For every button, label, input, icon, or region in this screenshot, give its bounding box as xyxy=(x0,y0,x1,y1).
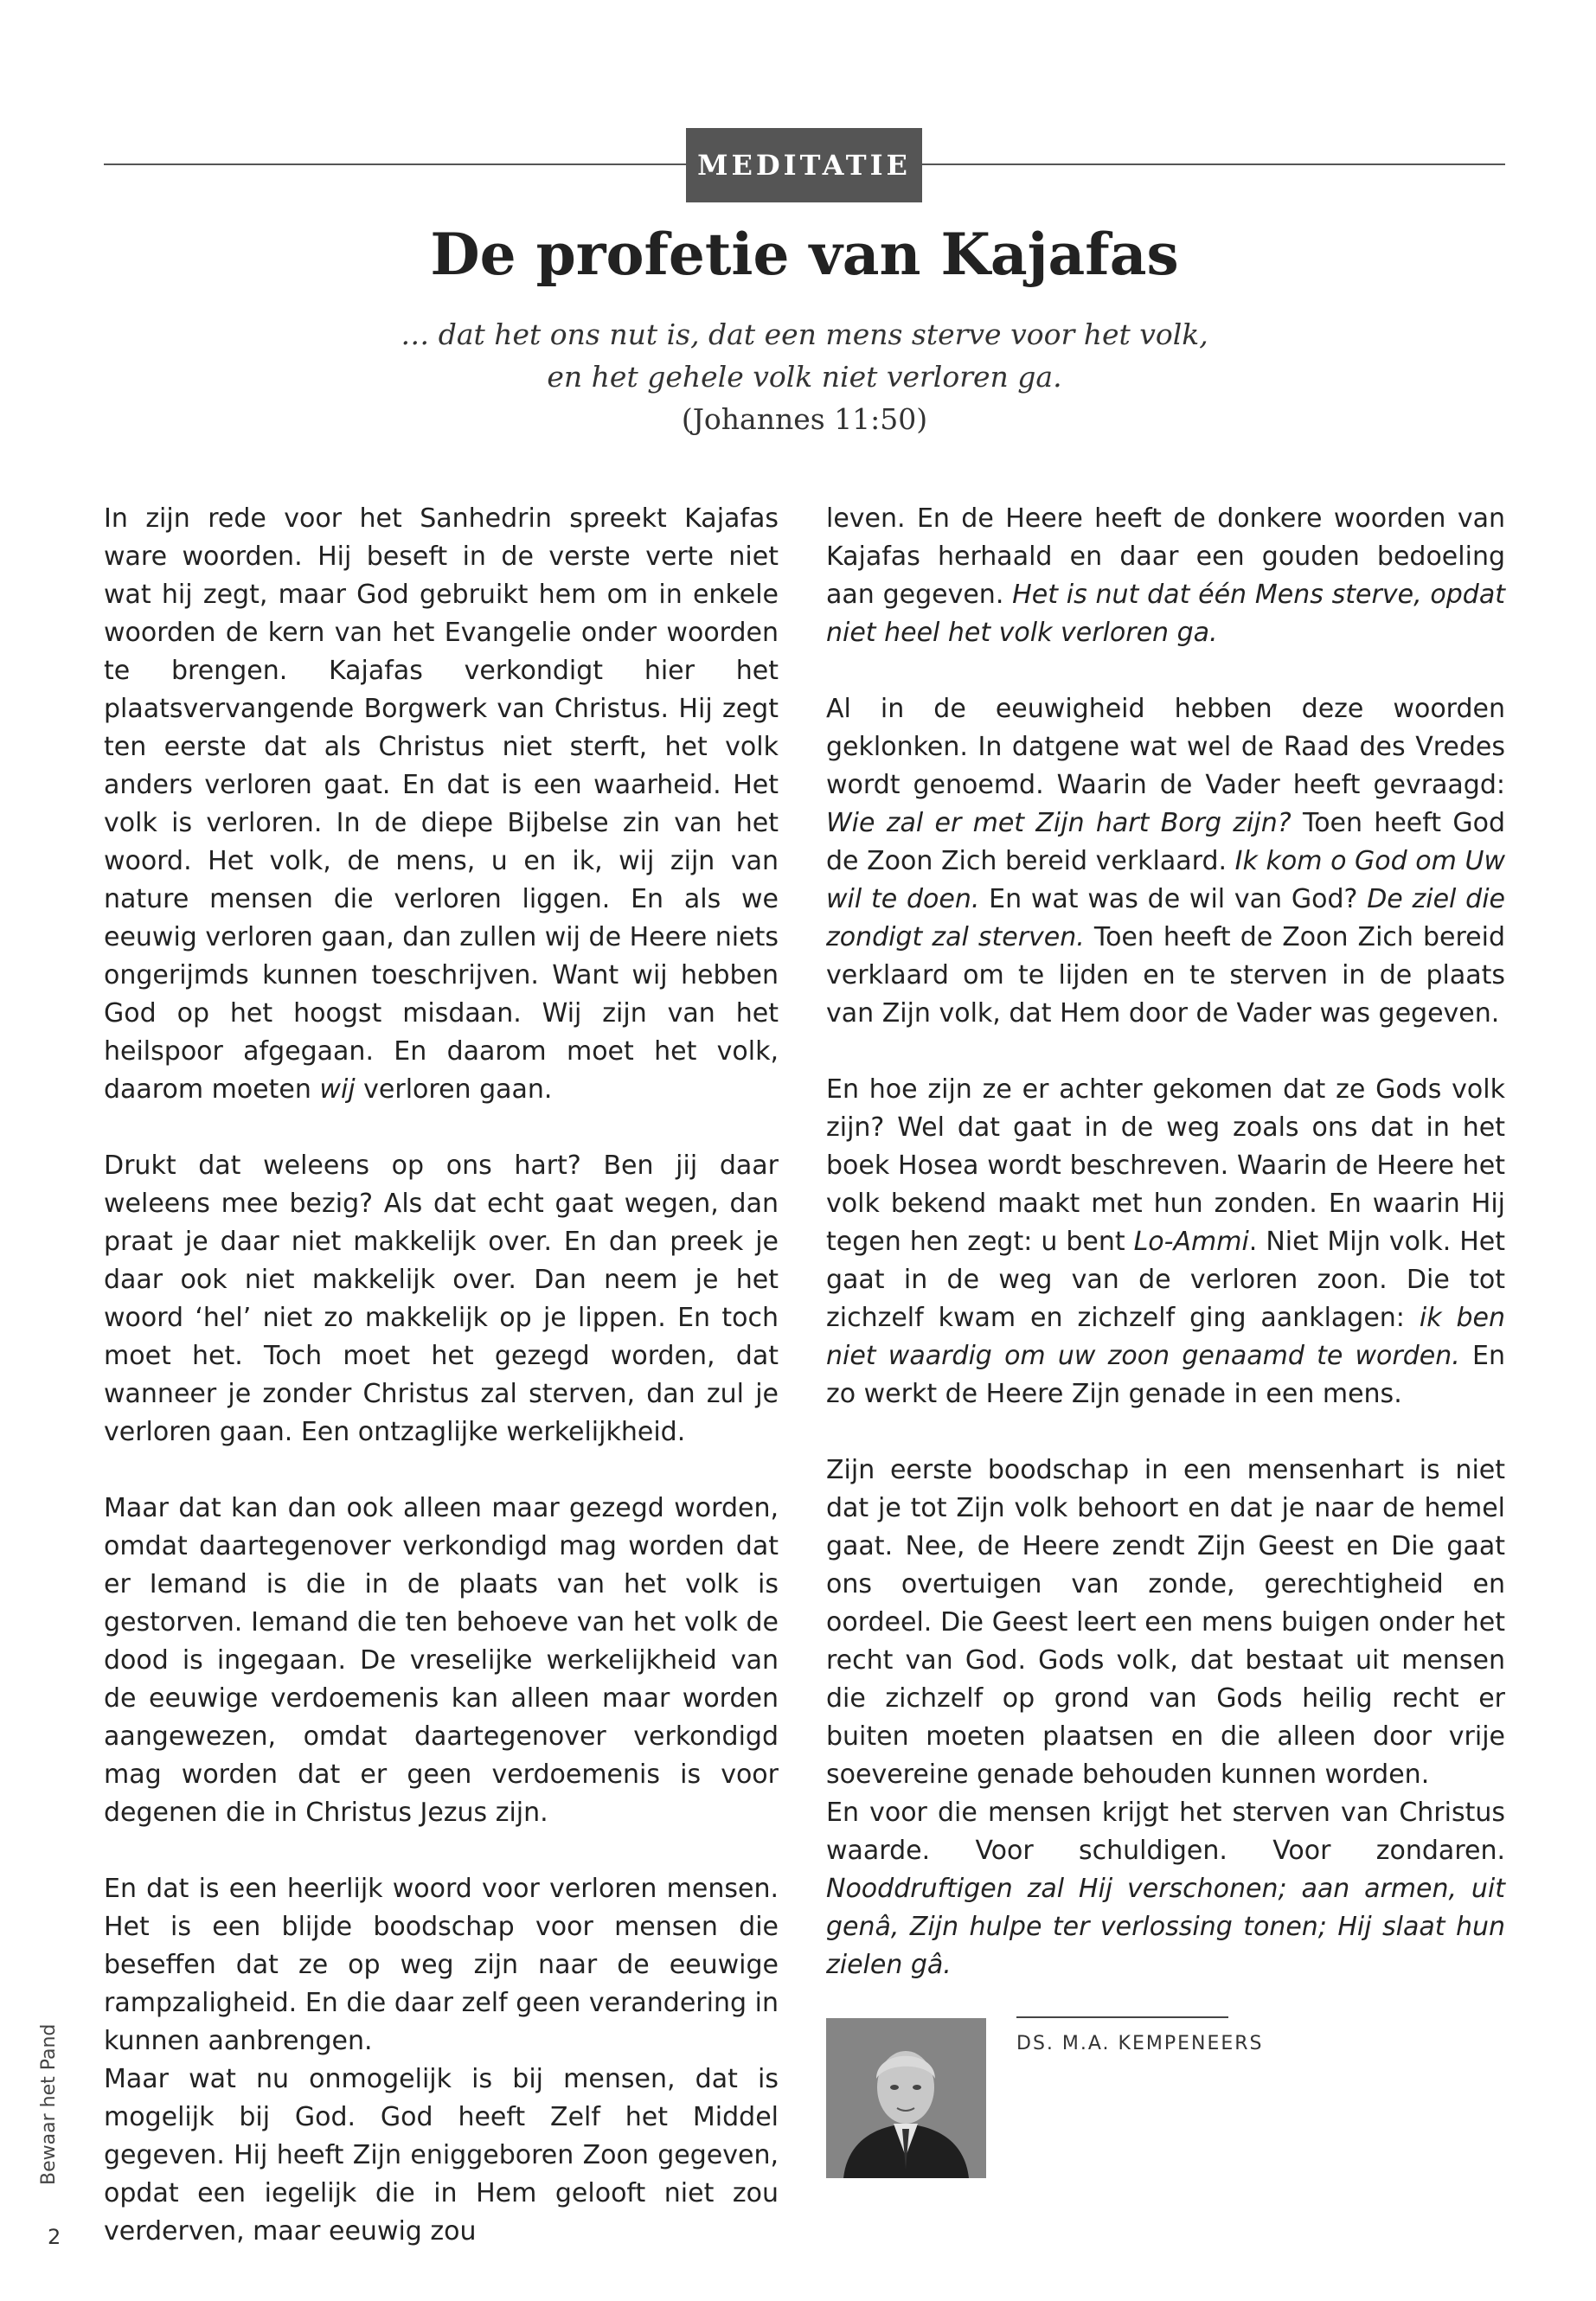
paragraph: En voor die mensen krijgt het sterven van Christus waarde. Voor schuldigen. Voor zondaren. Nooddruftigen zal Hij verschonen; aan armen, uit genâ, Zijn hulpe ter verlossing tonen; Hij slaat hun zielen gâ. xyxy=(826,1798,1505,1980)
paragraph: In zijn rede voor het Sanhedrin spreekt Kajafas ware woorden. Hij beseft in de verste verte niet wat hij zegt, maar God gebruikt hem om in enkele woorden de kern van het Evangelie onder woorden te brengen. Kajafas verkondigt hier het plaatsvervangende Borgwerk van Christus. Hij zegt ten eerste dat als Christus niet sterft, het volk anders verloren gaat. En dat is een waarheid. Het volk is verloren. In de diepe Bijbelse zin van het woord. Het volk, de mens, u en ik, wij zijn van nature mensen die verloren liggen. En als we eeuwig verloren gaan, dan zullen wij de Heere niets ongerijmds kunnen toeschrijven. Want wij hebben God op het hoogst misdaan. Wij zijn van het heilspoor afgegaan. En daarom moet het volk, daarom moeten wij verloren gaan. xyxy=(104,503,779,1105)
article-title: De profetie van Kajafas xyxy=(430,221,1179,288)
paragraph: En hoe zijn ze er achter gekomen dat ze Gods volk zijn? Wel dat gaat in de weg zoals ons dat in het boek Hosea wordt beschreven. Waarin de Heere het volk bekend maakt met hun zonden. En waarin Hij tegen hen zegt: u bent Lo-Ammi. Niet Mijn volk. Het gaat in de weg van de verloren zoon. Die tot zichzelf kwam en zichzelf ging aanklagen: ik ben niet waardig om uw zoon genaamd te worden. En zo werkt de Heere Zijn genade in een mens. xyxy=(826,1074,1506,1409)
paragraph: Drukt dat weleens op ons hart? Ben jij daar weleens mee bezig? Als dat echt gaat wegen, dan praat je daar niet makkelijk over. En dan preek je daar ook niet makkelijk over. Dan neem je het woord ‘hel’ niet zo makkelijk op je lippen. En toch moet het. Toch moet het gezegd worden, dat wanneer je zonder Christus zal sterven, dan zul je verloren gaan. Een ontzaglijke werkelijkheid. xyxy=(104,1150,779,1447)
paragraph: Maar wat nu onmogelijk is bij mensen, dat is mogelijk bij God. God heeft Zelf het Middel gegeven. Hij heeft Zijn eniggeboren Zoon gegeven, opdat een iegelijk die in Hem gelooft niet zou verderven, maar eeuwig zou xyxy=(104,2064,779,2247)
author-name: DS. M.A. KEMPENEERS xyxy=(1016,2033,1264,2054)
author-photo xyxy=(826,2018,986,2178)
quote-line-1: … dat het ons nut is, dat een mens sterve voor het volk, xyxy=(401,317,1208,351)
author-rule xyxy=(1016,2016,1228,2018)
paragraph: Maar dat kan dan ook alleen maar gezegd worden, omdat daartegenover verkondigd mag worden dat er Iemand is die in de plaats van het volk is gestorven. Iemand die ten behoeve van het volk de dood is ingegaan. De vreselijke werkelijkheid van de eeuwige verdoemenis kan alleen maar worden aangewezen, omdat daartegenover verkondigd mag worden dat er geen verdoemenis is voor degenen die in Christus Jezus zijn. xyxy=(104,1493,779,1828)
scripture-quote xyxy=(104,313,1505,440)
quote-reference: (Johannes 11:50) xyxy=(681,402,928,436)
header-rule-right xyxy=(922,163,1505,165)
left-column xyxy=(104,500,779,2251)
header-rule-left xyxy=(104,163,686,165)
side-label: Bewaar het Pand xyxy=(38,2024,60,2186)
portrait-icon xyxy=(826,2018,986,2178)
paragraph: leven. En de Heere heeft de donkere woorden van Kajafas herhaald en daar een gouden bedoeling aan gegeven. Het is nut dat één Mens sterve, opdat niet heel het volk verloren ga. xyxy=(826,503,1505,648)
paragraph: Al in de eeuwigheid hebben deze woorden geklonken. In datgene wat wel de Raad des Vredes wordt genoemd. Waarin de Vader heeft gevraagd: Wie zal er met Zijn hart Borg zijn? Toen heeft God de Zoon Zich bereid verklaard. Ik kom o God om Uw wil te doen. En wat was de wil van God? De ziel die zondigt zal sterven. Toen heeft de Zoon Zich bereid verklaard om te lijden en te sterven in de plaats van Zijn volk, dat Hem door de Vader was gegeven. xyxy=(826,694,1505,1029)
right-column xyxy=(826,500,1505,1984)
paragraph: En dat is een heerlijk woord voor verloren mensen. Het is een blijde boodschap voor mensen die beseffen dat ze op weg zijn naar de eeuwige rampzaligheid. En die daar zelf geen verandering in kunnen aanbrengen. xyxy=(104,1874,779,2056)
page-number: 2 xyxy=(48,2225,61,2249)
quote-line-2: en het gehele volk niet verloren ga. xyxy=(547,360,1062,394)
section-label: MEDITATIE xyxy=(686,128,922,202)
paragraph: Zijn eerste boodschap in een mensenhart is niet dat je tot Zijn volk behoort en dat je naar de hemel gaat. Nee, de Heere zendt Zijn Geest en Die gaat ons overtuigen van zonde, gerechtigheid en oordeel. Die Geest leert een mens buigen onder het recht van God. Gods volk, dat bestaat uit mensen die zichzelf op grond van Gods heilig recht er buiten moeten plaatsen en die alleen door vrije soevereine genade behouden kunnen worden. xyxy=(826,1455,1505,1790)
